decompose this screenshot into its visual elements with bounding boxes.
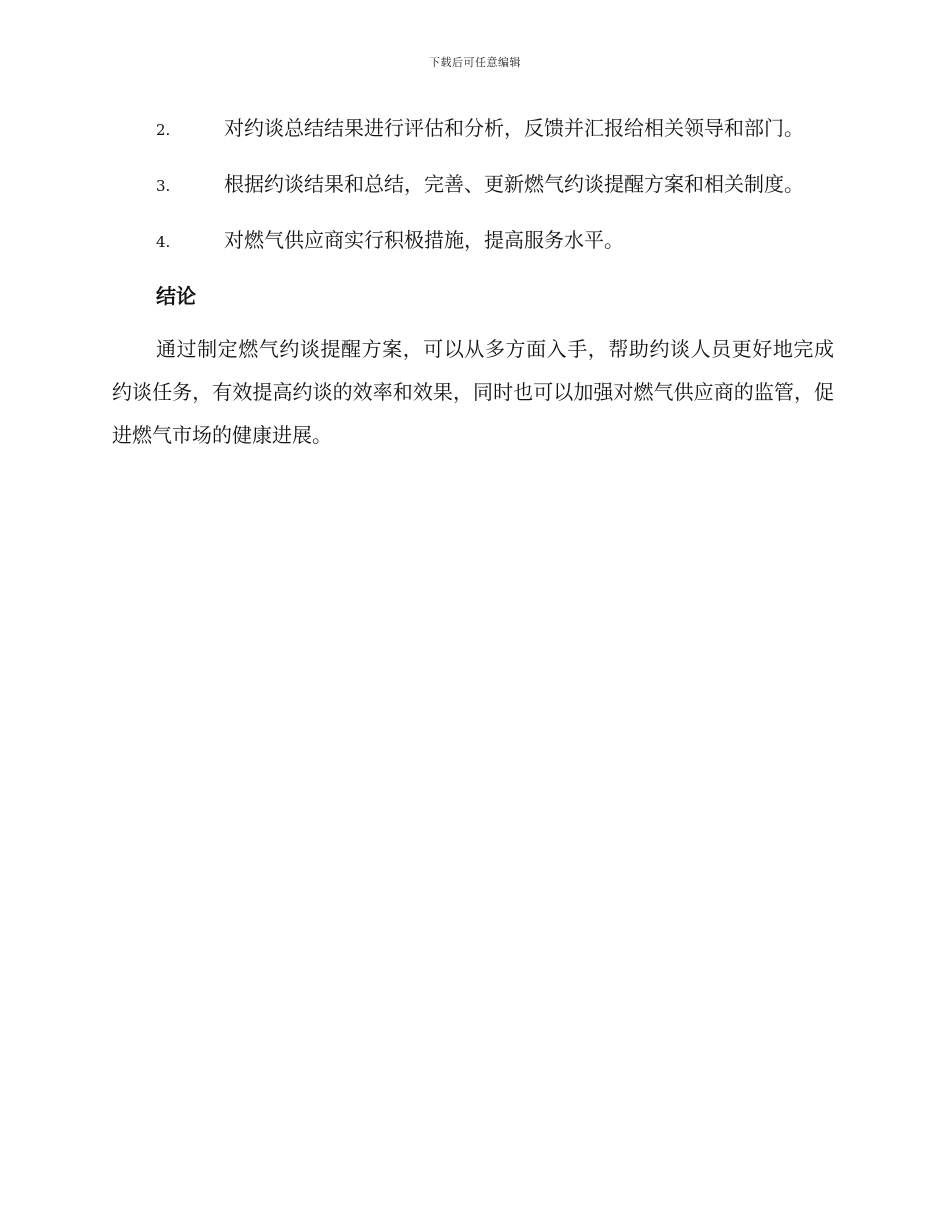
list-item-number: 2. (156, 121, 171, 139)
list-item (112, 107, 834, 152)
list-item-text: 对燃气供应商实行积极措施，提高服务水平。 (224, 228, 624, 252)
section-heading-conclusion: 结论 (156, 284, 196, 308)
list-item-number: 3. (156, 177, 171, 195)
conclusion-paragraph: 通过制定燃气约谈提醒方案，可以从多方面入手，帮助约谈人员更好地完成约谈任务，有效提高约谈的效率和效果，同时也可以加强对燃气供应商的监管，促进燃气市场的健康进展。 (112, 337, 834, 447)
list-item (112, 219, 834, 264)
page-header-note: 下载后可任意编辑 (429, 56, 521, 69)
document-body (112, 107, 834, 457)
list-item-text: 对约谈总结结果进行评估和分析，反馈并汇报给相关领导和部门。 (224, 116, 804, 140)
list-item (112, 163, 834, 208)
list-item-text: 根据约谈结果和总结，完善、更新燃气约谈提醒方案和相关制度。 (224, 172, 804, 196)
list-item-number: 4. (156, 233, 171, 251)
